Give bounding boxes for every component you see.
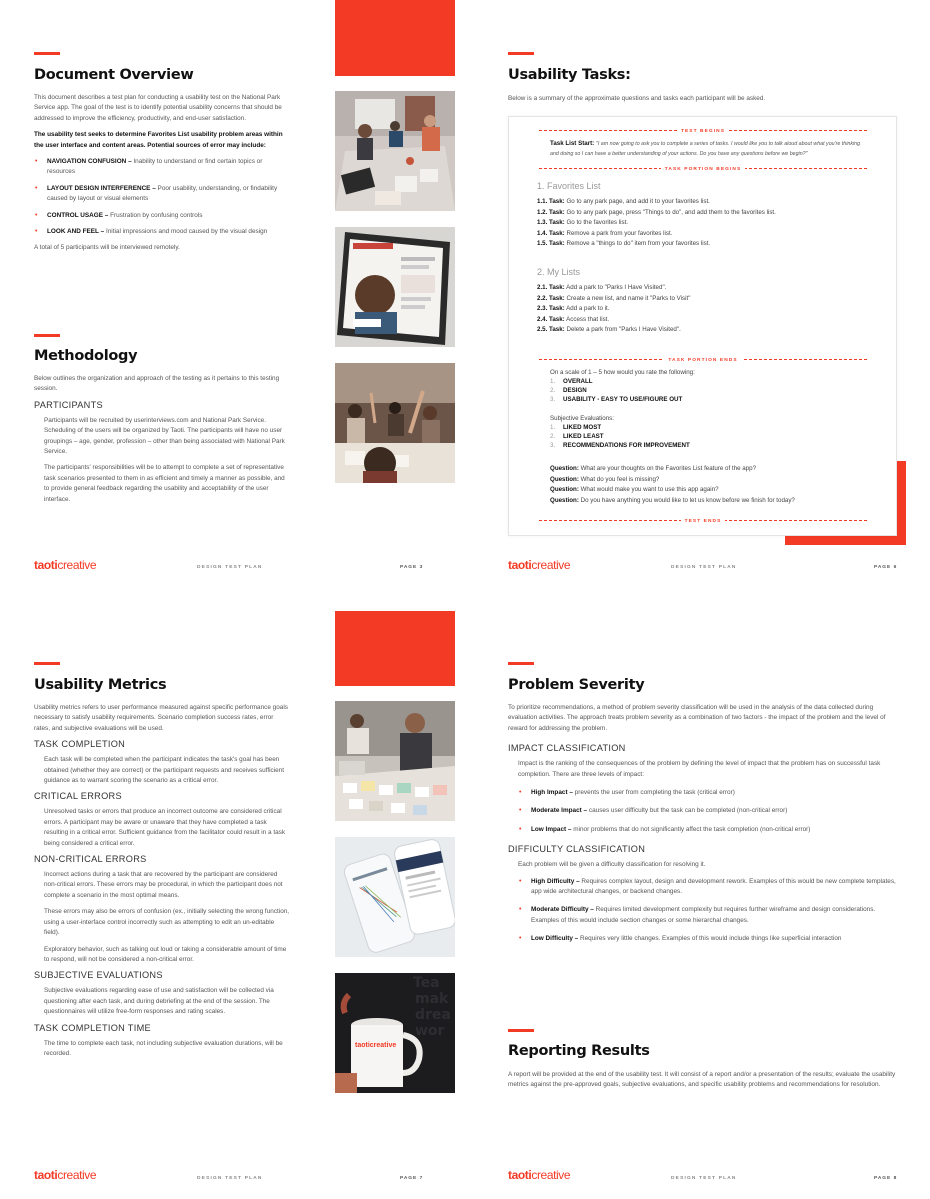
list-item [518,934,898,944]
bullet-text: Poor usability, understanding, or findability caused by layout or visual elements [47,184,278,203]
task-text: Go to any park page, and add it to your favorites list. [564,198,710,205]
task-list-start-label: Task List Start: [550,140,595,147]
non-critical-paragraph: Exploratory behavior, such as talking out loud or taking a considerable amount of time to respond, will not be considered a non-critical error. [44,945,287,963]
bullet-icon: • [519,825,522,833]
tablet-photo-image [335,227,455,347]
task-item [537,283,666,293]
wall-text: wor [415,1023,445,1039]
bullet-term: CONTROL USAGE – [47,211,109,219]
bullet-text: Frustration by confusing controls [108,211,203,219]
difficulty-list [518,877,898,945]
impact-intro: Impact is the ranking of the consequences of the problem by defining the level of impact that the problem has on successful task completion. There are three levels of impact: [518,760,881,778]
logo-bold: taoti [508,558,532,572]
company-logo [508,1168,570,1182]
question-label: Question: [550,496,579,504]
task-text: Remove a "things to do" item from your favorites list. [564,240,711,247]
bullet-term: High Difficulty – [531,877,580,885]
phone-mockup-photo [335,837,455,957]
list-item [550,377,695,386]
item-number: 2. [550,433,556,440]
participants-heading: PARTICIPANTS [34,399,103,410]
separator-label: TASK PORTION BEGINS [661,167,746,172]
task-number: 1.3. Task: [537,219,565,226]
task-number: 1.1. Task: [537,198,565,205]
bullet-icon: • [519,877,522,885]
impact-heading: IMPACT CLASSIFICATION [508,743,626,754]
task-text: Go to the favorites list. [564,219,629,226]
task-list-start-text: "I am now going to ask you to complete a series of tasks. I would like you to talk aloud about what you're thinking and doing so I can have a better understanding of your actions. Do you have any questions before we begin?" [550,141,861,157]
card-sorting-photo [335,701,455,821]
reporting-results-title: Reporting Results [508,1043,650,1059]
question-text: What are your thoughts on the Favorites List feature of the app? [578,465,757,472]
list-item [518,788,898,798]
participant-count: A total of 5 participants will be interviewed remotely. [34,244,180,252]
separator-label: TASK PORTION ENDS [664,358,741,363]
workshop-photo-image [335,363,455,483]
critical-errors-heading: CRITICAL ERRORS [34,791,122,802]
usability-metrics-title: Usability Metrics [34,677,167,693]
heading-accent-bar [508,1029,534,1032]
error-source-list [34,157,290,237]
page-7 [0,599,465,1199]
task-text: Add a park to "Parks I Have Visited". [564,284,667,291]
non-critical-errors-heading: NON-CRITICAL ERRORS [34,854,147,865]
list-item [518,806,898,816]
list-item [518,877,898,898]
workshop-photo [335,363,455,483]
item-text: RECOMMENDATIONS FOR IMPROVEMENT [563,442,690,449]
bullet-text: prevents the user from completing the task (critical error) [572,789,735,797]
heading-accent-bar [34,334,60,337]
task-number: 1.4. Task: [537,229,565,237]
list-item [550,432,690,441]
mug-photo-image [335,973,455,1093]
participants-paragraph: The participants' responsibilities will be to attempt to complete a set of representative task scenarios presented to them in as efficient and timely a manner as possible, and to provide general feedback regarding the usability and acceptability of the user interface. [44,464,285,503]
overview-title: Document Overview [34,67,194,83]
heading-accent-bar [34,662,60,665]
separator-label: TEST ENDS [681,519,726,524]
wall-text: drea [415,1007,451,1023]
task-item [537,304,609,314]
task-completion-time-paragraph: The time to complete each task, not including subjective evaluation durations, will be recorded. [44,1039,283,1057]
list-item [550,395,695,404]
task-number: 2.1. Task: [537,284,565,291]
item-number: 1. [550,378,556,385]
bullet-text: Requires limited development complexity but requires further wireframe and design considerations. Examples of this would include section changes or some hierarchal changes. [531,906,876,924]
subjective-intro: Subjective Evaluations: [550,415,614,422]
bullet-term: Low Difficulty – [531,935,579,943]
task-item [537,197,710,207]
question-item [550,485,795,496]
page-8 [465,599,930,1199]
methodology-intro: Below outlines the organization and approach of the testing as it pertains to this testing session. [34,375,280,393]
company-logo [34,558,96,572]
non-critical-paragraph: Incorrect actions during a task that are recovered by the participant are considered non-critical errors. These errors may be procedural, in which the participant does not complete a scenario in the most optimal means. [44,871,283,899]
bullet-term: Moderate Difficulty – [531,906,594,914]
footer-doc-label: DESIGN TEST PLAN [671,1176,737,1181]
bullet-text: Requires very little changes. Examples of this would include things like superficial interaction [578,935,842,943]
item-text: DESIGN [563,387,587,394]
meeting-photo-image [335,91,455,211]
question-text: What would make you want to use this app again? [578,486,719,493]
mug-photo [335,973,455,1093]
bullet-icon: • [519,789,522,797]
card-sorting-photo-image [335,701,455,821]
list-item [518,825,898,835]
bullet-text: Initial impressions and mood caused by the visual design [104,228,268,236]
item-number: 3. [550,442,556,449]
tablet-photo [335,227,455,347]
wall-text: Tea [413,975,440,991]
question-item [550,496,795,507]
non-critical-paragraph: These errors may also be errors of confusion (ex., initially selecting the wrong function, using a user-interface control incorrectly such as attempting to edit an un-editable field). [44,908,290,937]
red-header-block [335,611,455,686]
footer-doc-label: DESIGN TEST PLAN [197,565,263,570]
task-text: Remove a park from your favorites list. [564,229,673,237]
bullet-term: LOOK AND FEEL – [47,228,105,236]
wall-text: mak [415,991,449,1007]
usability-tasks-intro: Below is a summary of the approximate questions and tasks each participant will be asked. [508,95,766,102]
methodology-body [34,374,290,511]
item-text: LIKED MOST [563,424,602,431]
bullet-icon: • [519,906,522,914]
list-item [34,184,290,205]
task-list-start [550,139,870,159]
impact-list [518,788,898,835]
footer-page-number: PAGE 6 [874,565,898,570]
bullet-icon: • [35,228,38,236]
task-number: 1.5. Task: [537,240,565,247]
company-logo [508,558,570,572]
separator-task-portion-ends [539,358,867,363]
participants-body [34,416,290,505]
overview-body [34,93,290,260]
task-item [537,229,672,239]
severity-intro: To prioritize recommendations, a method of problem severity classification will be used in the analysis of the data collected during evaluation activities. The approach treats problem severity as a combination of two factors - the impact of the problem and the level of reward for addressing the problem. [508,704,886,732]
subjective-block [550,414,690,450]
difficulty-heading: DIFFICULTY CLASSIFICATION [508,844,646,855]
list-item [34,211,290,221]
list-item [518,905,898,926]
logo-bold: taoti [34,558,58,572]
footer-doc-label: DESIGN TEST PLAN [197,1176,263,1181]
metrics-intro: Usability metrics refers to user performance measured against specific performance goals necessary to satisfy usability requirements. Scenario completion success rates, error rates, and subjective evaluations will be used. [34,704,288,732]
participants-paragraph: Participants will be recruited by userinterviews.com and National Park Service. Scheduling of the users will be organized by Taoti. The participants will have no user groupings – age, gender, profession – other than being associated with National Park Service. [44,416,285,456]
task-text: Delete a park from "Parks I Have Visited". [564,326,681,333]
bullet-icon: • [35,158,38,166]
critical-errors-paragraph: Unresolved tasks or errors that produce an incorrect outcome are considered critical errors. A participant may be aware or unaware that they have completed a task resulting in a critical error. Sufficient guidance from the facilitator could result in a task being considered a critical error. [44,808,286,847]
task-script-box [508,116,897,536]
task-text: Go to any park page, press "Things to do", and add them to the favorites list. [564,208,776,216]
task-item [537,294,690,304]
question-label: Question: [550,465,579,472]
bullet-icon: • [35,211,38,219]
question-text: What do you feel is missing? [578,475,660,483]
item-text: USABILITY - EASY TO USE/FIGURE OUT [563,396,683,403]
task-completion-paragraph: Each task will be completed when the participant indicates the task's goal has been obtained (whether they are correct) or the participant requests and receives sufficient guidance as to warrant scoring the scenario as a critical error. [44,756,285,785]
task-item [537,218,628,228]
task-number: 1.2. Task: [537,208,565,216]
logo-light: creative [531,558,571,572]
usability-tasks-title: Usability Tasks: [508,67,631,83]
item-number: 3. [550,396,556,403]
methodology-title: Methodology [34,348,138,364]
list-item [550,386,695,395]
bullet-term: High Impact – [531,789,573,797]
rating-intro: On a scale of 1 – 5 how would you rate the following: [550,369,695,376]
company-logo [34,1168,96,1182]
bullet-text: causes user difficulty but the task can be completed (non-critical error) [587,807,788,815]
task-item [537,208,776,218]
subjective-evaluations-heading: SUBJECTIVE EVALUATIONS [34,970,163,981]
heading-accent-bar [508,662,534,665]
mug-logo: taoticreative [355,1042,397,1049]
logo-bold: taoti [34,1168,58,1182]
item-number: 2. [550,387,556,394]
bullet-text: minor problems that do not significantly affect the task completion (non-critical error) [571,825,811,833]
reporting-body: A report will be provided at the end of the usability test. It will consist of a report and/or a presentation of the results; evaluate the usability metrics against the pre-approved goals, subjective evaluations, and specific usability problems and recommendations for resolution. [508,1071,896,1089]
overview-paragraph: This document describes a test plan for conducting a usability test on the National Park Service app. The goal of the test is to identify potential usability concerns that should be addressed to improve the efficiency, productivity, and end-user satisfaction. [34,94,282,122]
list-item [34,227,290,237]
difficulty-intro: Each problem will be given a difficulty classification for resolving it. [518,861,706,869]
list-item [550,441,690,450]
separator-label: TEST BEGINS [677,129,729,134]
meeting-photo [335,91,455,211]
severity-body [508,703,898,951]
task-text: Access that list. [564,315,610,323]
phone-mockup-photo-image [335,837,455,957]
question-label: Question: [550,486,579,493]
task-text: Add a park to it. [564,305,610,312]
metrics-body [34,703,290,1059]
section-title: 2. My Lists [537,267,581,277]
bullet-icon: • [35,184,38,192]
heading-accent-bar [34,52,60,55]
problem-severity-title: Problem Severity [508,677,645,693]
task-item [537,325,681,335]
overview-lead: The usability test seeks to determine Favorites List usability problem areas within the user interface and content areas. Potential sources of error may include: [34,131,283,149]
bullet-text: Inability to understand or find certain topics or resources [47,158,263,176]
question-item [550,464,795,475]
section-title: 1. Favorites List [537,181,601,191]
question-item [550,475,795,486]
question-label: Question: [550,475,579,483]
separator-test-ends [539,519,867,524]
item-text: LIKED LEAST [563,433,604,440]
task-number: 2.4. Task: [537,315,565,323]
logo-bold: taoti [508,1168,532,1182]
item-text: OVERALL [563,378,593,385]
footer-doc-label: DESIGN TEST PLAN [671,565,737,570]
task-item [537,315,609,325]
red-header-block [335,0,455,76]
task-number: 2.3. Task: [537,305,565,312]
bullet-icon: • [519,807,522,815]
heading-accent-bar [508,52,534,55]
task-completion-heading: TASK COMPLETION [34,739,126,750]
task-number: 2.5. Task: [537,326,565,333]
bullet-term: Low Impact – [531,825,572,833]
question-text: Do you have anything you would like to let us know before we finish for today? [578,496,795,504]
list-item [550,423,690,432]
task-number: 2.2. Task: [537,294,565,302]
bullet-term: Moderate Impact – [531,807,588,815]
bullet-icon: • [519,935,522,943]
rating-block [550,368,695,404]
footer-page-number: PAGE 3 [400,565,424,570]
bullet-term: LAYOUT DESIGN INTERFERENCE – [47,184,156,192]
item-number: 1. [550,424,556,431]
footer-page-number: PAGE 8 [874,1176,898,1181]
footer-page-number: PAGE 7 [400,1176,424,1181]
question-block [550,464,795,506]
task-completion-time-heading: TASK COMPLETION TIME [34,1022,151,1033]
logo-light: creative [57,558,97,572]
bullet-text: Requires complex layout, design and development rework. Examples of this would be new complete templates, app wide architectural changes, or backend changes. [531,877,896,896]
task-text: Create a new list, and name it "Parks to Visit" [564,294,691,302]
logo-light: creative [57,1168,97,1182]
separator-task-portion-begins [539,167,867,172]
subjective-evaluations-paragraph: Subjective evaluations regarding ease of use and satisfaction will be collected via questioning after each task, and during debriefing at the end of the session. The questionnaires will utilize free-form responses and rating scales. [44,987,274,1016]
separator-test-begins [539,129,867,134]
task-item [537,239,710,249]
page-3 [0,0,465,600]
logo-light: creative [531,1168,571,1182]
list-item [34,157,290,178]
bullet-term: NAVIGATION CONFUSION – [47,158,132,166]
